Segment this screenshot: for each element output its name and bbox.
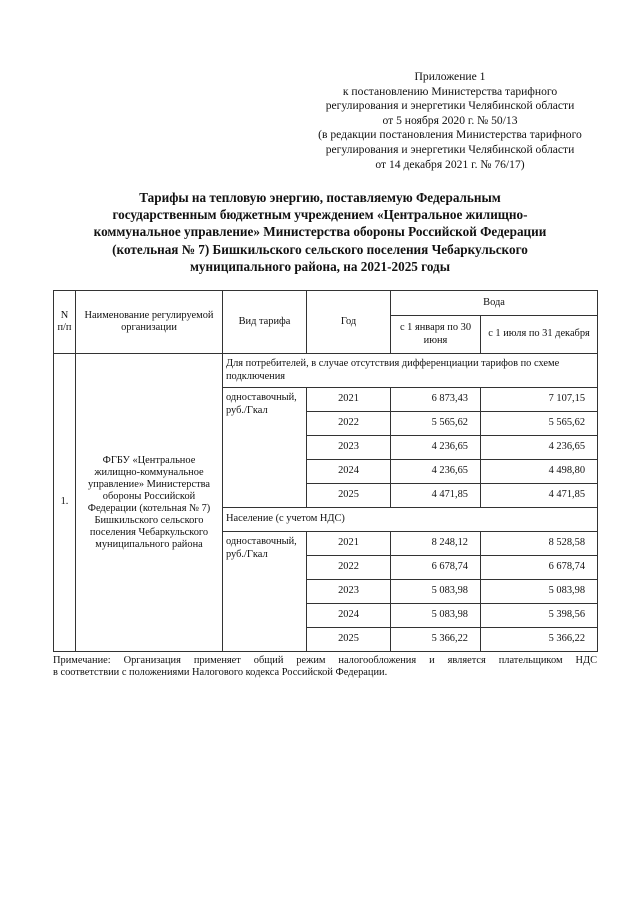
header-water: Вода [391, 291, 598, 316]
appendix-line: регулирования и энергетики Челябинской области [325, 99, 575, 113]
value-cell: 5 083,98 [481, 580, 598, 604]
appendix-line: к постановлению Министерства тарифного [342, 84, 558, 98]
organization-name: ФГБУ «Центральное жилищно-коммунальное управление» Министерства обороны Российской Федерации (котельная № 7) Бишкильского сельского поселения Чебаркульского муниципального района [76, 354, 223, 652]
header-tariff-type: Вид тарифа [223, 291, 307, 354]
value-cell: 6 873,43 [391, 388, 481, 412]
header-period-2: с 1 июля по 31 декабря [481, 316, 598, 354]
title-line: государственным бюджетным учреждением «Центральное жилищно- [112, 207, 528, 223]
value-cell: 5 565,62 [391, 412, 481, 436]
value-cell: 4 498,80 [481, 460, 598, 484]
footnote-line: Примечание: Организация применяет общий режим налогообложения и является плательщиком НДС [53, 655, 597, 666]
year-cell: 2021 [307, 532, 391, 556]
appendix-line: (в редакции постановления Министерства тарифного [318, 128, 582, 142]
value-cell: 5 083,98 [391, 604, 481, 628]
title-line: (котельная № 7) Бишкильского сельского поселения Чебаркульского [112, 241, 528, 257]
value-cell: 5 083,98 [391, 580, 481, 604]
value-cell: 5 398,56 [481, 604, 598, 628]
tariff-table [53, 290, 598, 652]
document-title [80, 189, 560, 275]
year-cell: 2023 [307, 436, 391, 460]
header-year: Год [307, 291, 391, 354]
year-cell: 2024 [307, 460, 391, 484]
group-title: Для потребителей, в случае отсутствия дифференциации тарифов по схеме подключения [223, 354, 598, 388]
footnote-line: в соответствии с положениями Налогового кодекса Российской Федерации. [53, 667, 388, 679]
tariff-type: одноставочный, руб./Гкал [223, 388, 307, 508]
table-row [54, 354, 598, 388]
value-cell: 8 528,58 [481, 532, 598, 556]
year-cell: 2022 [307, 556, 391, 580]
appendix-line: от 14 декабря 2021 г. № 76/17) [375, 157, 525, 171]
title-line: коммунальное управление» Министерства обороны Российской Федерации [93, 224, 547, 240]
year-cell: 2022 [307, 412, 391, 436]
value-cell: 8 248,12 [391, 532, 481, 556]
value-cell: 4 471,85 [391, 484, 481, 508]
header-org: Наименование регулируемой организации [76, 291, 223, 354]
value-cell: 6 678,74 [391, 556, 481, 580]
footnote [53, 655, 597, 680]
value-cell: 7 107,15 [481, 388, 598, 412]
value-cell: 4 236,65 [481, 436, 598, 460]
appendix-line: Приложение 1 [414, 70, 486, 83]
group-title: Население (с учетом НДС) [223, 508, 598, 532]
value-cell: 4 236,65 [391, 436, 481, 460]
year-cell: 2025 [307, 628, 391, 652]
year-cell: 2021 [307, 388, 391, 412]
value-cell: 5 565,62 [481, 412, 598, 436]
year-cell: 2023 [307, 580, 391, 604]
tariff-type: одноставочный, руб./Гкал [223, 532, 307, 652]
appendix-line: регулирования и энергетики Челябинской области [325, 142, 575, 156]
header-period-1: с 1 января по 30 июня [391, 316, 481, 354]
title-line: Тарифы на тепловую энергию, поставляемую Федеральным [139, 190, 501, 205]
header-num: N п/п [54, 291, 76, 354]
value-cell: 6 678,74 [481, 556, 598, 580]
value-cell: 5 366,22 [481, 628, 598, 652]
year-cell: 2024 [307, 604, 391, 628]
value-cell: 4 236,65 [391, 460, 481, 484]
year-cell: 2025 [307, 484, 391, 508]
row-number: 1. [54, 354, 76, 652]
value-cell: 5 366,22 [391, 628, 481, 652]
appendix-header [270, 70, 630, 172]
title-line: муниципального района, на 2021-2025 годы [189, 258, 451, 274]
table-header-row [54, 291, 598, 316]
appendix-line: от 5 ноября 2020 г. № 50/13 [382, 113, 518, 127]
value-cell: 4 471,85 [481, 484, 598, 508]
